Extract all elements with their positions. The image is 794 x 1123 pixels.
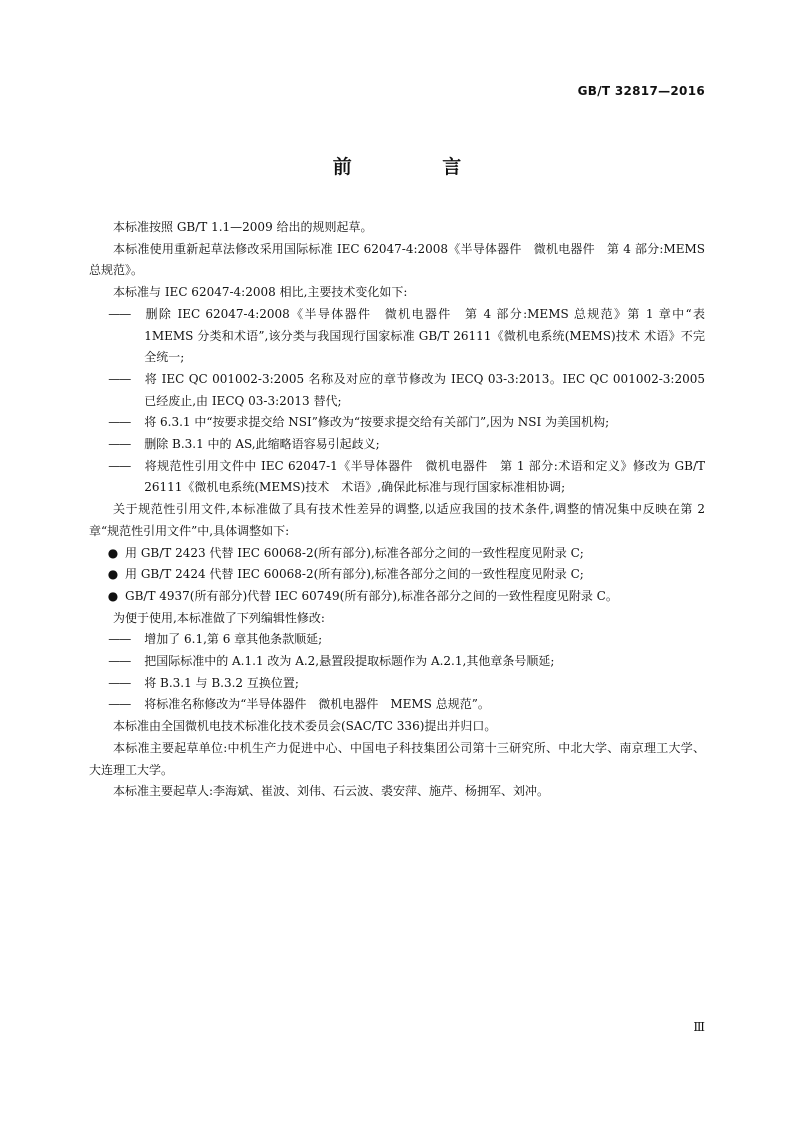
dash-marker: —— bbox=[108, 415, 131, 430]
paragraph bbox=[89, 716, 705, 738]
page-title: 前 言 bbox=[332, 156, 504, 178]
dash-list-item bbox=[89, 456, 705, 499]
paragraph-text: 关于规范性引用文件,本标准做了具有技术性差异的调整,以适应我国的技术条件,调整的情况集中反映在第 2 章“规范性引用文件”中,具体调整如下: bbox=[89, 502, 705, 538]
dash-list-item bbox=[89, 434, 705, 456]
dash-list-item bbox=[89, 673, 705, 695]
paragraph bbox=[89, 608, 705, 630]
dash-list-item bbox=[89, 694, 705, 716]
paragraph-text: GB/T 4937(所有部分)代替 IEC 60749(所有部分),标准各部分之间的一致性程度见附录 C。 bbox=[125, 588, 618, 603]
standard-number: GB/T 32817—2016 bbox=[577, 84, 705, 98]
paragraph-text: 删除 B.3.1 中的 AS,此缩略语容易引起歧义; bbox=[144, 437, 380, 452]
paragraph-text: 本标准由全国微机电技术标准化技术委员会(SAC/TC 336)提出并归口。 bbox=[113, 719, 497, 734]
bullet-marker: ● bbox=[107, 567, 119, 582]
dash-list-item bbox=[89, 629, 705, 651]
paragraph-text: 将 B.3.1 与 B.3.2 互换位置; bbox=[144, 675, 299, 690]
bullet-marker: ● bbox=[107, 588, 119, 603]
bullet-list-item bbox=[89, 564, 705, 586]
paragraph-text: 本标准主要起草人:李海斌、崔波、刘伟、石云波、裘安萍、施芹、杨拥军、刘冲。 bbox=[113, 784, 550, 799]
dash-marker: —— bbox=[108, 458, 131, 473]
paragraph-text: 增加了 6.1,第 6 章其他条款顺延; bbox=[144, 632, 323, 647]
dash-marker: —— bbox=[108, 437, 131, 452]
dash-marker: —— bbox=[108, 632, 131, 647]
paragraph-text: 将 6.3.1 中“按要求提交给 NSI”修改为“按要求提交给有关部门”,因为 NSI 为美国机构; bbox=[144, 415, 610, 430]
paragraph-text: 删除 IEC 62047-4:2008《半导体器件 微机电器件 第 4 部分:MEMS 总规范》第 1 章中“表 1MEMS 分类和术语”,该分类与我国现行国家标准 GB/T 26111《微机电系统(MEMS)技术 术语》不完全统一; bbox=[144, 306, 705, 365]
paragraph-text: 本标准使用重新起草法修改采用国际标准 IEC 62047-4:2008《半导体器件 微机电器件 第 4 部分:MEMS 总规范》。 bbox=[89, 241, 705, 278]
dash-marker: —— bbox=[108, 697, 131, 712]
paragraph-text: 为便于使用,本标准做了下列编辑性修改: bbox=[113, 610, 325, 625]
dash-marker: —— bbox=[108, 675, 131, 690]
dash-list-item bbox=[89, 651, 705, 673]
foreword-body bbox=[89, 217, 705, 803]
paragraph-text: 本标准主要起草单位:中机生产力促进中心、中国电子科技集团公司第十三研究所、中北大学、南京理工大学、大连理工大学。 bbox=[89, 740, 705, 777]
paragraph-text: 本标准与 IEC 62047-4:2008 相比,主要技术变化如下: bbox=[113, 285, 408, 300]
page-number: Ⅲ bbox=[693, 1020, 705, 1034]
paragraph-text: 把国际标准中的 A.1.1 改为 A.2,悬置段提取标题作为 A.2.1,其他章条号顺延; bbox=[144, 654, 555, 669]
bullet-list-item bbox=[89, 586, 705, 608]
paragraph-text: 用 GB/T 2424 代替 IEC 60068-2(所有部分),标准各部分之间的一致性程度见附录 C; bbox=[125, 567, 584, 582]
paragraph bbox=[89, 781, 705, 803]
paragraph bbox=[89, 239, 705, 282]
paragraph-text: 将标准名称修改为“半导体器件 微机电器件 MEMS 总规范”。 bbox=[144, 697, 490, 712]
dash-list-item bbox=[89, 369, 705, 412]
dash-marker: —— bbox=[108, 371, 131, 386]
paragraph bbox=[89, 738, 705, 781]
bullet-list-item bbox=[89, 543, 705, 565]
dash-list-item bbox=[89, 304, 705, 369]
paragraph-text: 用 GB/T 2423 代替 IEC 60068-2(所有部分),标准各部分之间的一致性程度见附录 C; bbox=[125, 545, 584, 560]
dash-marker: —— bbox=[108, 306, 131, 321]
paragraph-text: 将 IEC QC 001002-3:2005 名称及对应的章节修改为 IECQ 03-3:2013。IEC QC 001002-3:2005 已经废止,由 IECQ 03-3:2013 替代; bbox=[144, 371, 705, 408]
bullet-marker: ● bbox=[107, 545, 119, 560]
paragraph bbox=[89, 282, 705, 304]
paragraph-text: 本标准按照 GB/T 1.1—2009 给出的规则起草。 bbox=[113, 220, 373, 234]
dash-marker: —— bbox=[108, 654, 131, 669]
paragraph-text: 将规范性引用文件中 IEC 62047-1《半导体器件 微机电器件 第 1 部分:术语和定义》修改为 GB/T 26111《微机电系统(MEMS)技术 术语》,确保此标准与现行国家标准相协调; bbox=[144, 458, 705, 495]
dash-list-item bbox=[89, 412, 705, 434]
paragraph bbox=[89, 217, 705, 239]
paragraph bbox=[89, 499, 705, 542]
